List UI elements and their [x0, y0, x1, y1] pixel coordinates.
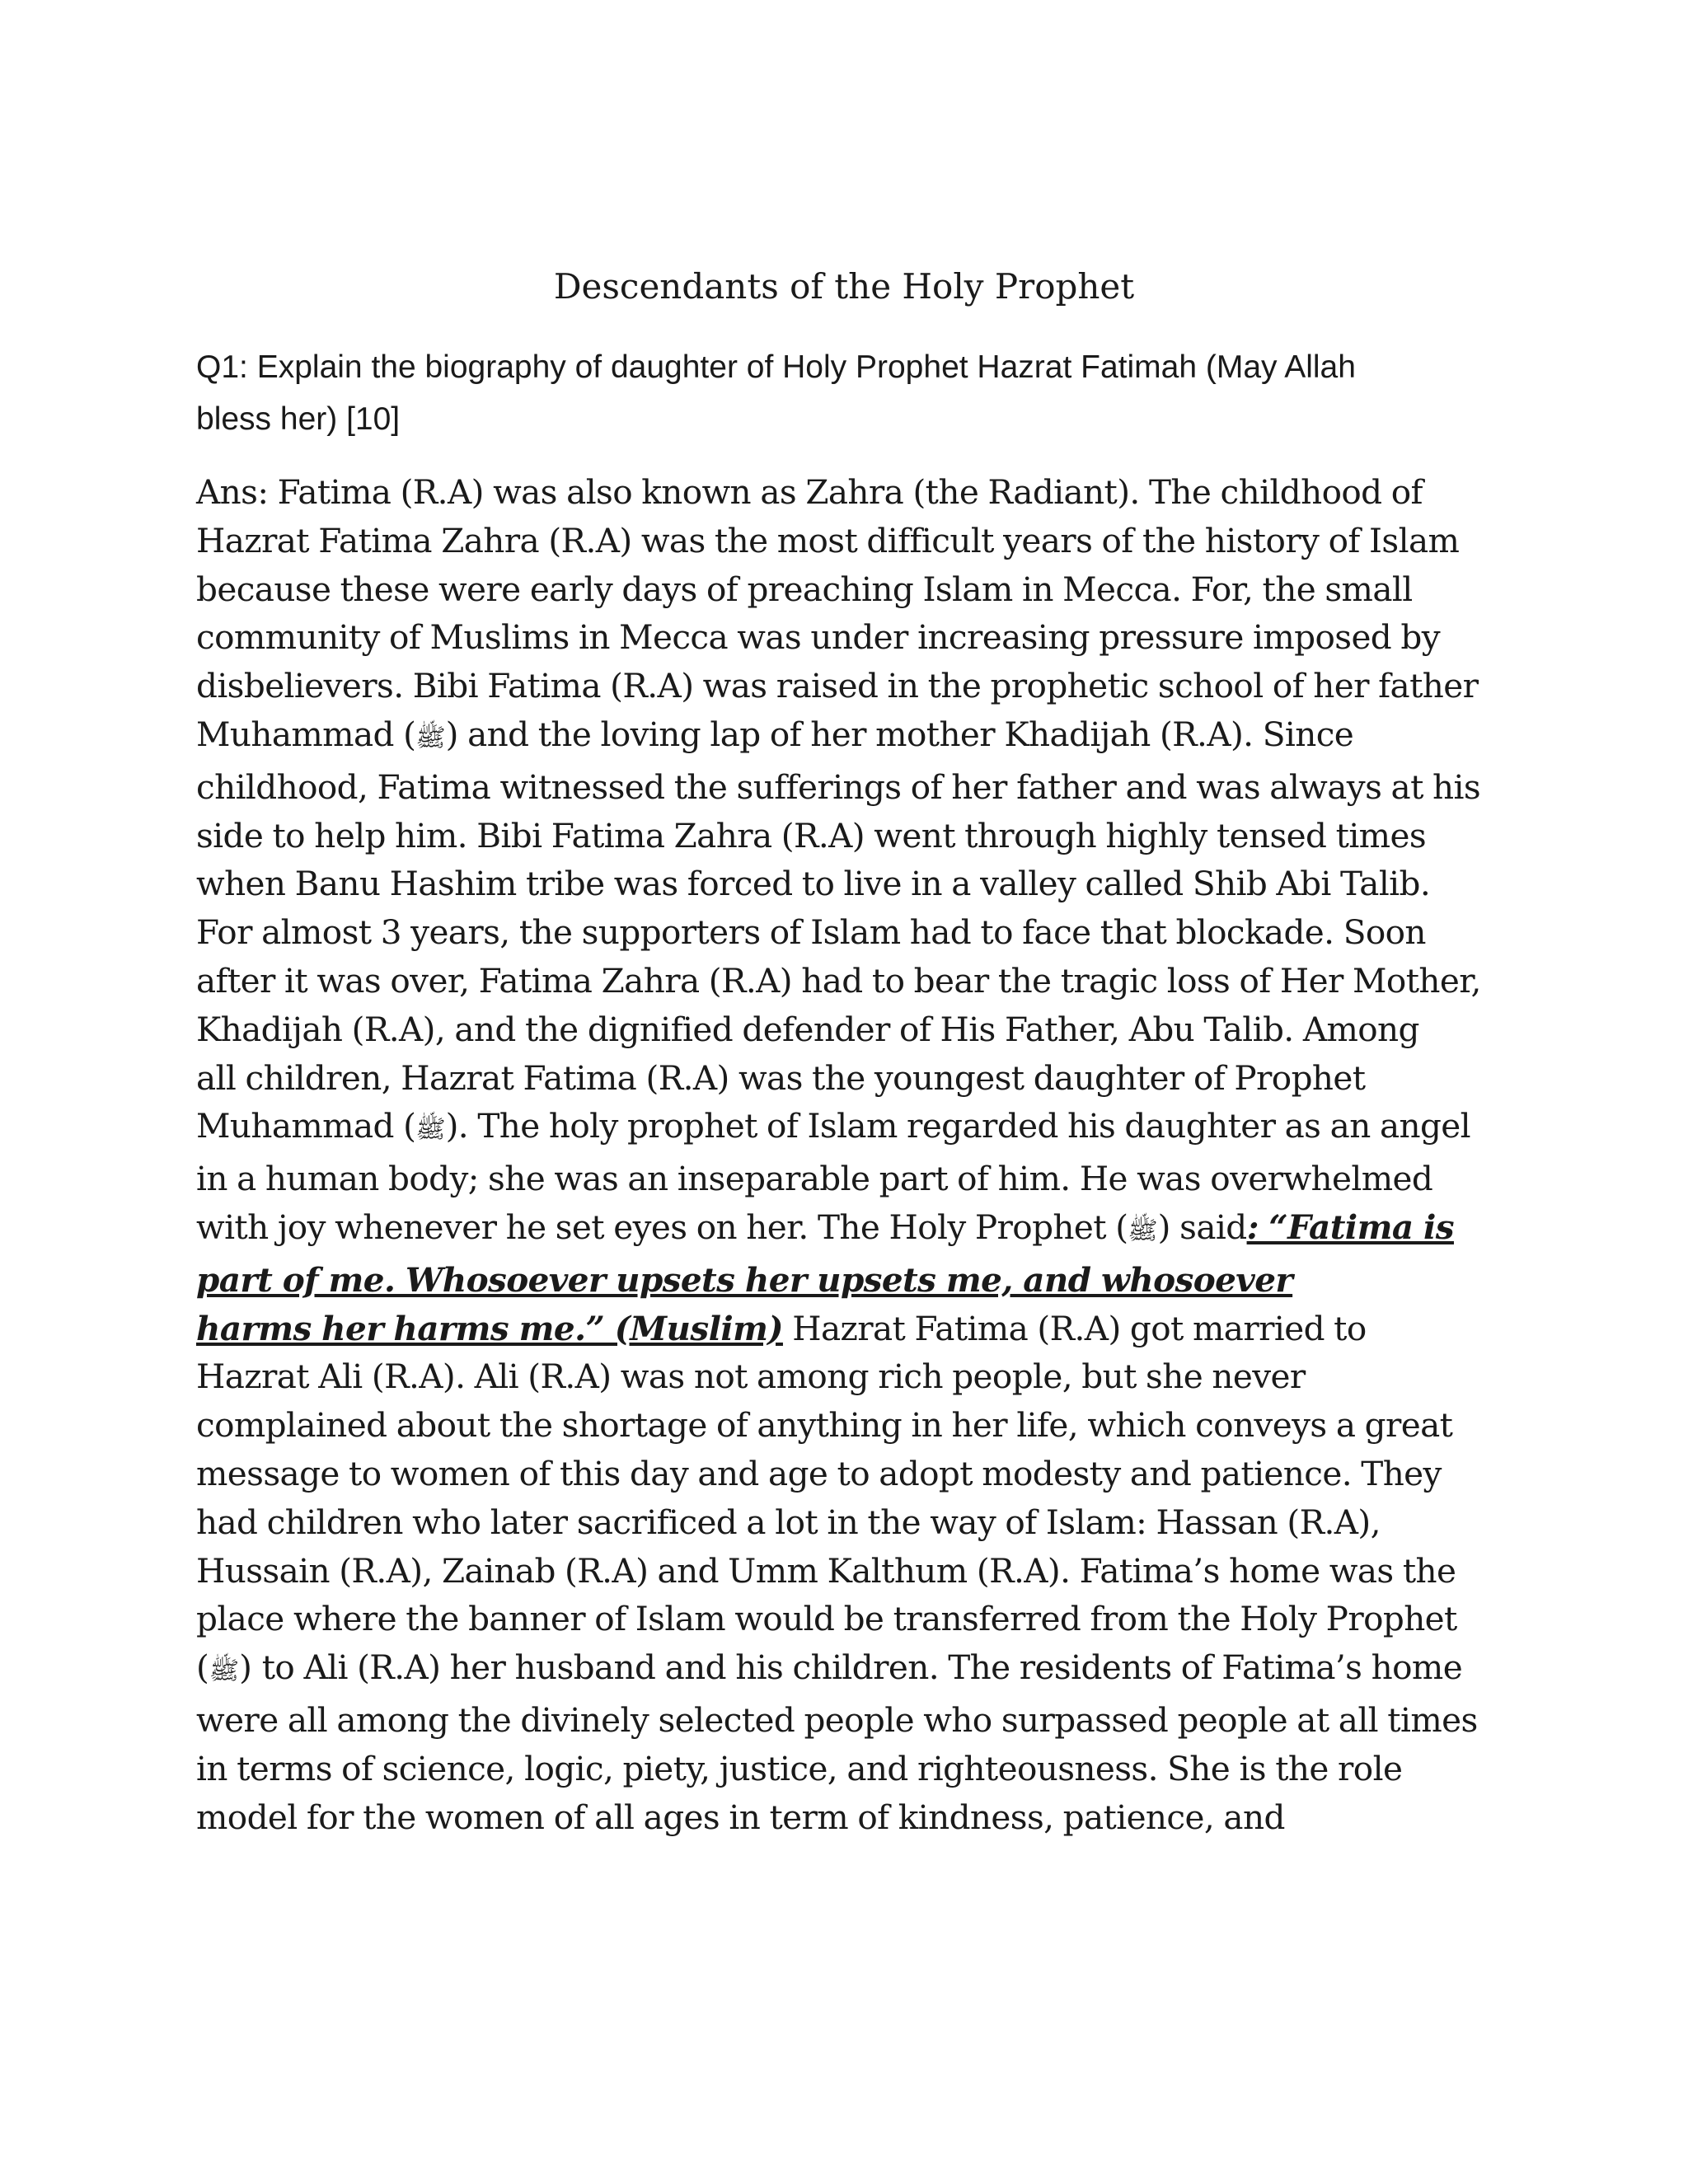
answer-fragment: ) and the loving lap of her mother Khadijah (R.A). Since [445, 714, 1354, 754]
pbuh-glyph: ﷺ [415, 723, 446, 752]
answer-line [196, 710, 1492, 763]
answer-line: side to help him. Bibi Fatima Zahra (R.A) went through highly tensed times [196, 815, 1427, 855]
answer-line: had children who later sacrificed a lot in the way of Islam: Hassan (R.A), [196, 1502, 1381, 1542]
answer-line: after it was over, Fatima Zahra (R.A) had to bear the tragic loss of Her Mother, [196, 960, 1481, 1001]
answer-text [196, 468, 1492, 1841]
answer-line: Hussain (R.A), Zainab (R.A) and Umm Kalthum (R.A). Fatima’s home was the [196, 1550, 1456, 1591]
answer-line: Ans: Fatima (R.A) was also known as Zahra (the Radiant). The childhood of [196, 472, 1423, 512]
answer-line: place where the banner of Islam would be transferred from the Holy Prophet [196, 1599, 1457, 1639]
answer-fragment: ). The holy prophet of Islam regarded his daughter as an angel [445, 1106, 1471, 1146]
answer-line: were all among the divinely selected people who surpassed people at all times [196, 1699, 1478, 1740]
hadith-quote: : “Fatima is [1246, 1207, 1454, 1247]
pbuh-glyph: ﷺ [1128, 1216, 1158, 1245]
question-line: Q1: Explain the biography of daughter of Holy Prophet Hazrat Fatimah (May Allah [196, 349, 1356, 385]
hadith-quote: part of me. Whosoever upsets her upsets me, and whosoever [196, 1259, 1293, 1300]
answer-fragment: ) said [1157, 1207, 1247, 1247]
answer-line: Khadijah (R.A), and the dignified defender of His Father, Abu Talib. Among [196, 1009, 1419, 1049]
answer-line: message to women of this day and age to adopt modesty and patience. They [196, 1453, 1442, 1493]
answer-line: Hazrat Ali (R.A). Ali (R.A) was not among rich people, but she never [196, 1357, 1306, 1397]
pbuh-glyph: ﷺ [209, 1657, 240, 1686]
answer-line: For almost 3 years, the supporters of Islam had to face that blockade. Soon [196, 912, 1426, 953]
answer-line [196, 1305, 1492, 1353]
answer-fragment: ) to Ali (R.A) her husband and his children. The residents of Fatima’s home [239, 1647, 1463, 1688]
answer-line: in terms of science, logic, piety, justice, and righteousness. She is the role [196, 1748, 1403, 1788]
answer-line: model for the women of all ages in term of kindness, patience, and [196, 1797, 1285, 1837]
answer-fragment: Hazrat Fatima (R.A) got married to [782, 1308, 1367, 1348]
answer-fragment: Muhammad ( [196, 714, 416, 754]
answer-line: community of Muslims in Mecca was under increasing pressure imposed by [196, 617, 1441, 658]
answer-line: when Banu Hashim tribe was forced to live in a valley called Shib Abi Talib. [196, 864, 1431, 904]
answer-line [196, 1102, 1492, 1155]
answer-line [196, 1256, 1492, 1305]
answer-line: disbelievers. Bibi Fatima (R.A) was raised in the prophetic school of her father [196, 666, 1479, 706]
answer-fragment: Muhammad ( [196, 1106, 416, 1146]
question-line: bless her) [10] [196, 401, 401, 437]
document-title: Descendants of the Holy Prophet [553, 266, 1135, 307]
hadith-quote: harms her harms me.” (Muslim) [196, 1308, 783, 1348]
pbuh-glyph: ﷺ [415, 1115, 446, 1145]
answer-line: complained about the shortage of anything in her life, which conveys a great [196, 1405, 1453, 1446]
answer-line: in a human body; she was an inseparable part of him. He was overwhelmed [196, 1159, 1433, 1199]
answer-line: all children, Hazrat Fatima (R.A) was the youngest daughter of Prophet [196, 1057, 1366, 1098]
answer-line: Hazrat Fatima Zahra (R.A) was the most difficult years of the history of Islam [196, 520, 1460, 560]
answer-line [196, 1643, 1492, 1696]
answer-line: childhood, Fatima witnessed the sufferings of her father and was always at his [196, 766, 1481, 807]
answer-line: because these were early days of preaching Islam in Mecca. For, the small [196, 569, 1413, 609]
answer-fragment: ( [196, 1647, 209, 1688]
answer-fragment: with joy whenever he set eyes on her. The Holy Prophet ( [196, 1207, 1128, 1247]
question-text [196, 341, 1490, 445]
answer-line [196, 1203, 1492, 1256]
